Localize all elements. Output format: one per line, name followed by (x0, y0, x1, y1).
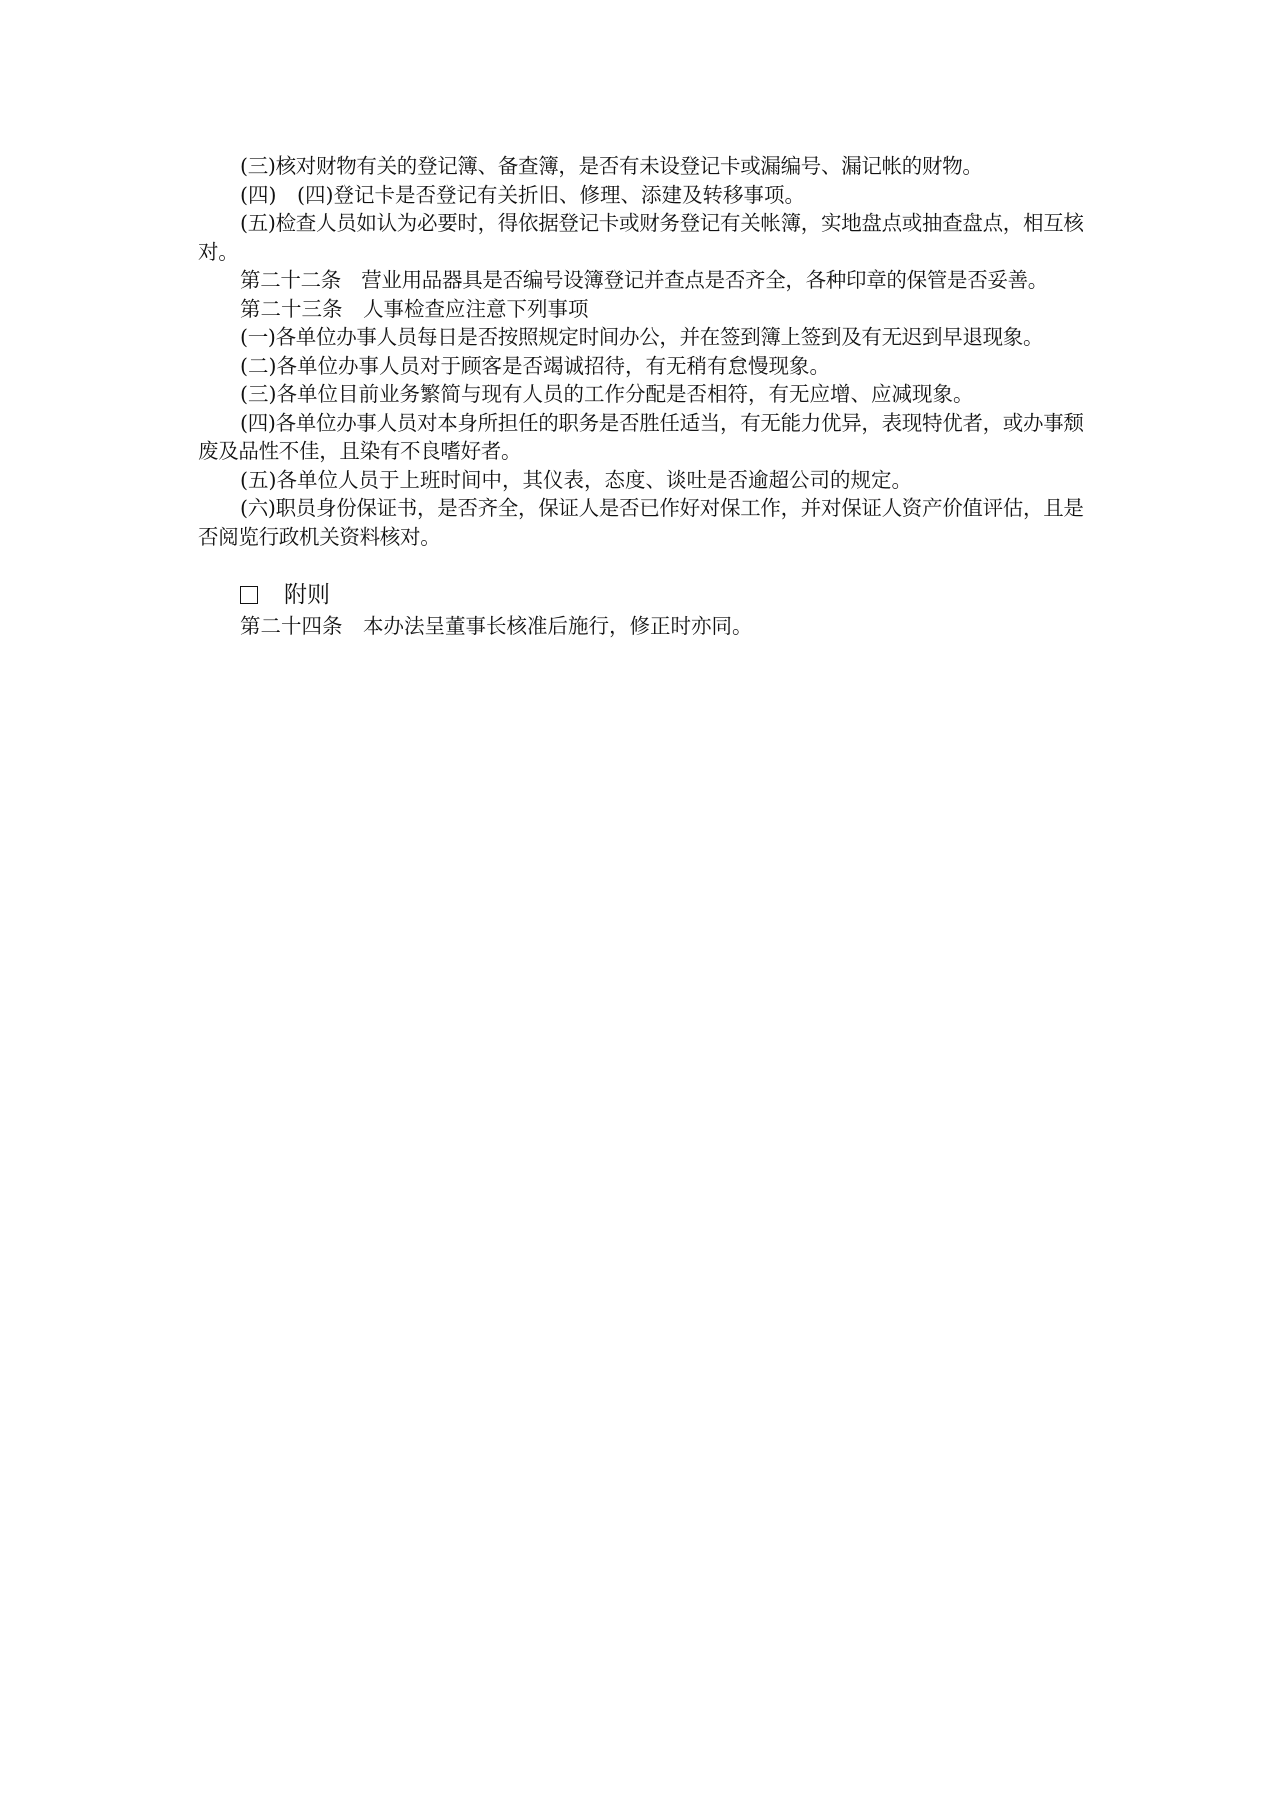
checkbox-square-icon (240, 586, 258, 604)
article-23: 第二十三条 人事检查应注意下列事项 (240, 296, 589, 321)
paragraph-staffing: (三)各单位目前业务繁简与现有人员的工作分配是否相符，有无应增、应减现象。 (240, 382, 974, 406)
paragraph-spot-check: (五)检查人员如认为必要时，得依据登记卡或财务登记有关帐簿，实地盘点或抽查盘点，相互核对。 (198, 211, 1084, 264)
paragraph-guarantee: (六)职员身份保证书，是否齐全，保证人是否已作好对保工作，并对保证人资产价值评估，且是否阅览行政机关资料核对。 (198, 496, 1084, 549)
paragraph-competence: (四)各单位办事人员对本身所担任的职务是否胜任适当，有无能力优异，表现特优者，或办事颓废及品性不佳，且染有不良嗜好者。 (198, 410, 1084, 463)
article-22: 第二十二条 营业用品器具是否编号设簿登记并查点是否齐全，各种印章的保管是否妥善。 (240, 268, 1048, 292)
section-heading-text: 附则 (284, 582, 330, 608)
article-24: 第二十四条 本办法呈董事长核准后施行，修正时亦同。 (240, 614, 753, 638)
paragraph-attendance: (一)各单位办事人员每日是否按照规定时间办公，并在签到簿上签到及有无迟到早退现象。 (240, 325, 1044, 349)
section-heading-supplementary (198, 578, 1098, 612)
paragraph-conduct: (五)各单位人员于上班时间中，其仪表，态度、谈吐是否逾超公司的规定。 (240, 467, 912, 492)
paragraph-inventory-ledger: (三)核对财物有关的登记簿、备查簿，是否有未设登记卡或漏编号、漏记帐的财物。 (240, 154, 983, 178)
paragraph-customer-service: (二)各单位办事人员对于顾客是否竭诚招待，有无稍有怠慢现象。 (240, 353, 830, 378)
document-page (198, 152, 1098, 641)
paragraph-registration-card: (四) (四)登记卡是否登记有关折旧、修理、添建及转移事项。 (240, 182, 805, 207)
